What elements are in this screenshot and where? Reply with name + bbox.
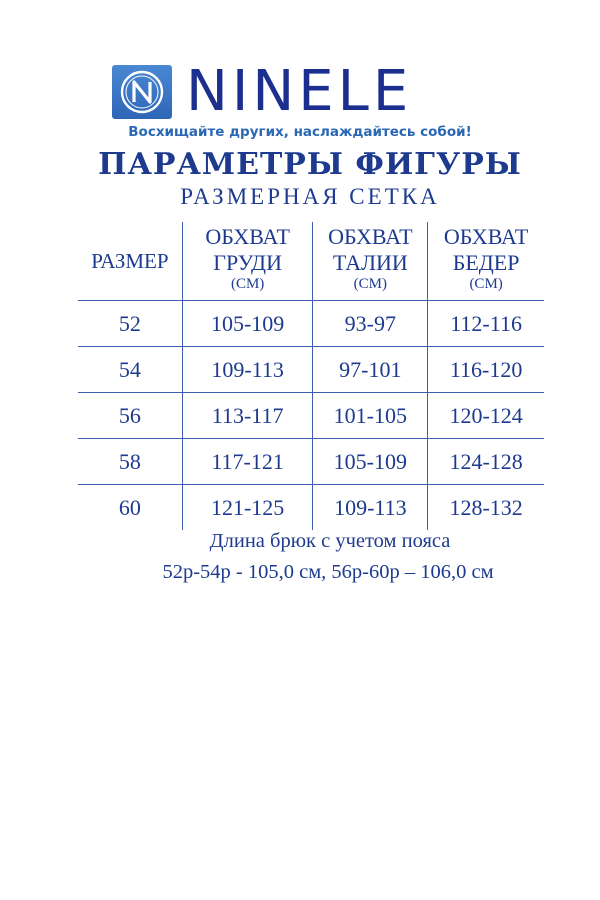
header-hips-line1: ОБХВАТ (443, 224, 529, 249)
header-waist-line1: ОБХВАТ (328, 224, 413, 249)
header-chest-line2: ГРУДИ (213, 250, 282, 275)
trouser-length-values: 52р-54р - 105,0 см, 56р-60р – 106,0 см (162, 561, 494, 583)
table-header-row (78, 222, 544, 301)
cell-size: 56 (78, 393, 182, 439)
cell-hips: 124-128 (428, 439, 544, 485)
trouser-length-note: Длина брюк с учетом пояса (209, 530, 451, 552)
header-chest (182, 222, 313, 301)
cell-waist: 105-109 (313, 439, 428, 485)
cell-chest: 117-121 (182, 439, 313, 485)
table-row (78, 301, 544, 347)
cell-waist: 93-97 (313, 301, 428, 347)
page-subtitle: РАЗМЕРНАЯ СЕТКА (180, 184, 440, 209)
header-hips-unit: (СМ) (469, 276, 503, 292)
cell-hips: 112-116 (428, 301, 544, 347)
ninele-n-logo-icon (112, 65, 172, 119)
cell-hips: 128-132 (428, 485, 544, 531)
cell-chest: 113-117 (182, 393, 313, 439)
cell-chest: 121-125 (182, 485, 313, 531)
table-row (78, 393, 544, 439)
header-chest-line1: ОБХВАТ (205, 224, 290, 249)
table-row (78, 439, 544, 485)
size-table (78, 222, 544, 530)
header-waist (313, 222, 428, 301)
cell-size: 54 (78, 347, 182, 393)
table-row (78, 485, 544, 531)
page-title: ПАРАМЕТРЫ ФИГУРЫ (98, 147, 522, 182)
cell-waist: 101-105 (313, 393, 428, 439)
header-waist-unit: (СМ) (353, 276, 387, 292)
cell-size: 60 (118, 494, 141, 520)
cell-hips: 120-124 (428, 393, 544, 439)
cell-waist: 97-101 (313, 347, 428, 393)
header-hips-line2: БЕДЕР (452, 250, 520, 275)
header-chest-unit: (СМ) (230, 276, 265, 292)
cell-chest: 105-109 (182, 301, 313, 347)
header-size (78, 222, 182, 301)
brand-name: NINELE (186, 59, 413, 124)
header-waist-line2: ТАЛИИ (332, 250, 408, 275)
cell-waist: 109-113 (313, 485, 428, 531)
table-row (78, 347, 544, 393)
cell-chest: 109-113 (182, 347, 313, 393)
header-hips (428, 222, 544, 301)
brand-tagline: Восхищайте других, наслаждайтесь собой! (128, 124, 472, 140)
cell-size: 52 (78, 301, 182, 347)
header-size-label: РАЗМЕР (91, 248, 169, 273)
brand-logo (112, 59, 413, 124)
cell-hips: 116-120 (428, 347, 544, 393)
cell-size: 58 (78, 439, 182, 485)
